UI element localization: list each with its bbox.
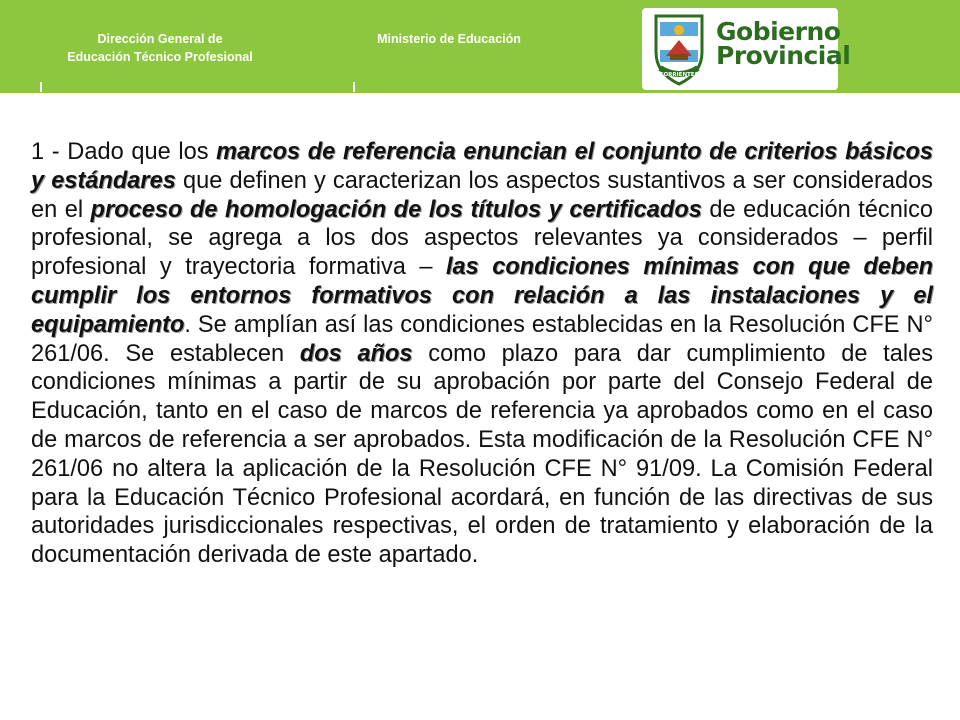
body-text-segment: de educación técnico profesional, se agrega a los dos aspectos relevantes ya considerados – perfil profesional y trayectoria formativa – (31, 196, 934, 281)
coat-of-arms-icon (646, 10, 712, 88)
body-text-segment: . Se amplían así las condiciones establecidas en la Resolución CFE N° 261/06. Se establecen (31, 311, 933, 367)
government-logo (642, 8, 851, 90)
brand-wordmark (716, 17, 851, 70)
body-text-segment: 1 - Dado que los (31, 139, 217, 165)
brand-line-2: Provincial (716, 41, 851, 70)
directorate-line-1: Dirección General de (97, 32, 223, 46)
body-text-segment: que definen y caracterizan los aspectos sustantivos a ser considerados en el (31, 167, 933, 223)
ministry-name: Ministerio de Educación (377, 32, 521, 46)
header-divider (0, 93, 960, 96)
directorate-name (22, 30, 298, 66)
header-bar (0, 0, 960, 95)
emblem-label: CORRIENTES (659, 72, 699, 78)
directorate-line-2: Educación Técnico Profesional (67, 50, 253, 64)
main-paragraph (31, 138, 933, 570)
emphasized-text: marcos de referencia enuncian el conjunto de criterios básicos y estándares (31, 139, 933, 194)
body-text-segment: como plazo para dar cumplimiento de tales condiciones mínimas a partir de su aprobación por parte del Consejo Federal de Educación, tanto en el caso de marcos de referencia ya aprobados como en el caso de marcos de referencia a ser aprobados. Esta modificación de la Resolución CFE N° 261/06 no altera la aplicación de la Resolución CFE N° 91/09. La Comisión Federal para la Educación Técnico Profesional acordará, en función de las directivas de sus autoridades jurisdiccionales respectivas, el orden de tratamiento y elaboración de la documentación derivada de este apartado. (31, 340, 933, 569)
brand-line-1: Gobierno (716, 17, 841, 46)
divider-tick (40, 82, 42, 92)
divider-tick (353, 82, 355, 92)
emphasized-text: las condiciones mínimas con que deben cumplir los entornos formativos con relación a las instalaciones y el equipamiento (31, 254, 933, 338)
emphasized-text: proceso de homologación de los títulos y certificados (90, 196, 702, 223)
emphasized-text: dos años (299, 340, 413, 367)
